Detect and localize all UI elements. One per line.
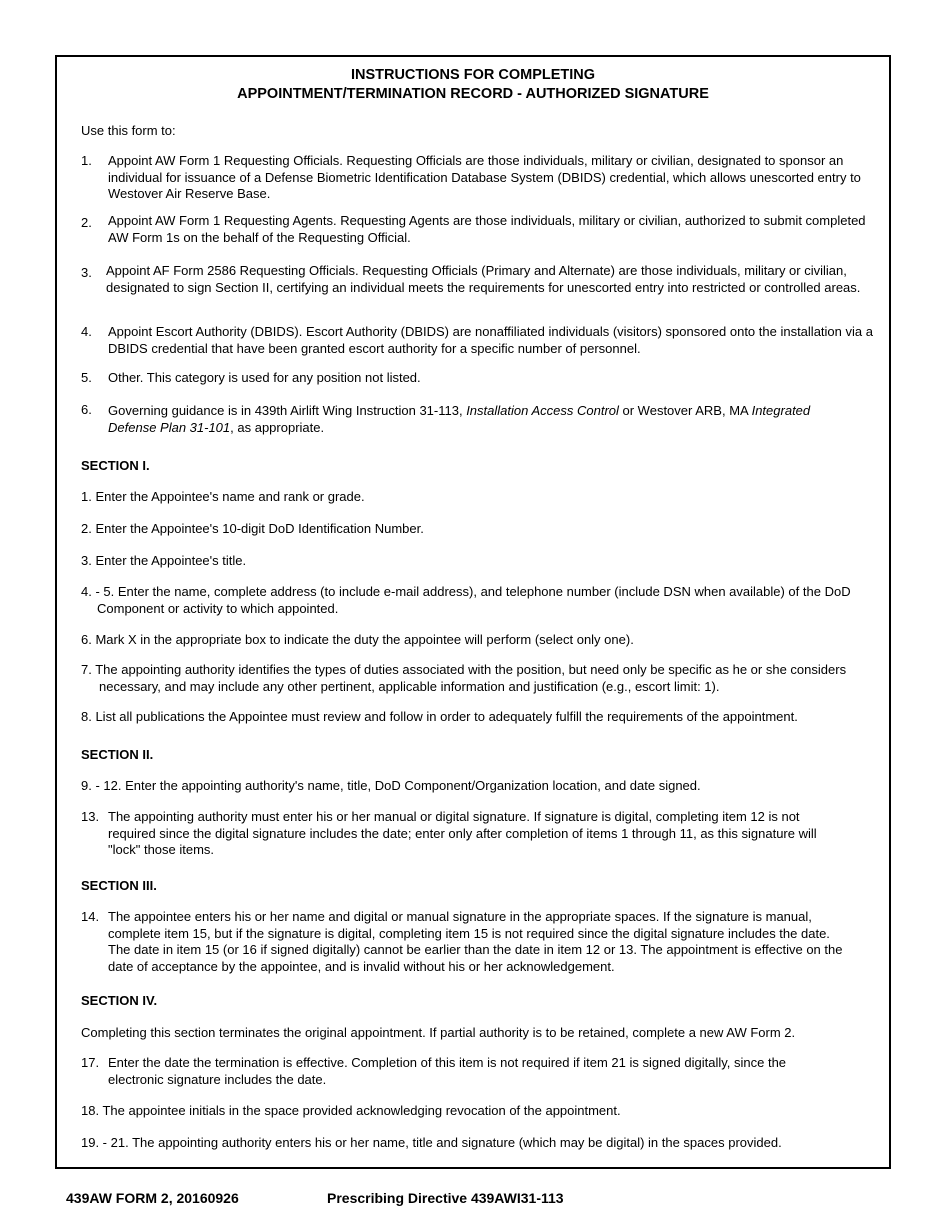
section-2-item-13-text: The appointing authority must enter his or her manual or digital signature. If signature is digital, completing item 12 is not required since the digital signature includes the date; enter only after completion of items 1 through 11, as this signature will "lock" those items. <box>108 809 817 857</box>
section-4-intro: Completing this section terminates the original appointment. If partial authority is to be retained, complete a new AW Form 2. <box>81 1025 796 1040</box>
section-1-item-7: 7. The appointing authority identifies the types of duties associated with the position, but need only be specific as he or she considers necessary, and may include any other pertinent, applicable information and justification (e.g., escort limit: 1). <box>81 662 847 694</box>
title-line-2: APPOINTMENT/TERMINATION RECORD - AUTHORIZED SIGNATURE <box>237 86 709 102</box>
section-3-item-14-text: The appointee enters his or her name and digital or manual signature in the appropriate spaces. If the signature is manual, complete item 15, but if the signature is digital, completing item 15 is not required since the digital signature includes the date. The date in item 15 (or 16 if signed digitally) cannot be earlier than the date in item 12 or 13. The appointment is effective on the date of acceptance by the appointee, and is invalid without his or her acknowledgement. <box>108 909 843 974</box>
use-1-number: 1. <box>81 153 92 168</box>
section-3-item-14-number: 14. <box>81 909 100 924</box>
form-identifier: 439AW FORM 2, 20160926 <box>66 1190 239 1206</box>
section-1-item-3: 3. Enter the Appointee's title. <box>81 553 247 568</box>
section-1-item-4-5: 4. - 5. Enter the name, complete address (to include e-mail address), and telephone number (include DSN when available) of the DoD Component or activity to which appointed. <box>81 584 851 616</box>
section-1-item-2: 2. Enter the Appointee's 10-digit DoD Identification Number. <box>81 521 424 536</box>
use-4-number: 4. <box>81 324 92 339</box>
prescribing-directive: Prescribing Directive 439AWI31-113 <box>327 1190 564 1206</box>
section-4-item-17-text: Enter the date the termination is effective. Completion of this item is not required if item 21 is signed digitally, since the electronic signature includes the date. <box>108 1055 787 1087</box>
section-2-item-13-number: 13. <box>81 809 100 824</box>
use-6-text: Governing guidance is in 439th Airlift Wing Instruction 31-113, Installation Access Control or Westover ARB, MA Integrated Defense Plan 31-101, as appropriate. <box>108 403 811 435</box>
section-1-item-8: 8. List all publications the Appointee must review and follow in order to adequately fulfill the requirements of the appointment. <box>81 709 798 724</box>
use-1-text: Appoint AW Form 1 Requesting Officials. Requesting Officials are those individuals, military or civilian, designated to sponsor an individual for issuance of a Defense Biometric Identification Database System (DBIDS) credential, which allows unescorted entry to Westover Air Reserve Base. <box>108 153 861 201</box>
section-4-item-18: 18. The appointee initials in the space provided acknowledging revocation of the appointment. <box>81 1103 621 1118</box>
section-1-item-6: 6. Mark X in the appropriate box to indicate the duty the appointee will perform (select only one). <box>81 632 634 647</box>
use-4-text: Appoint Escort Authority (DBIDS). Escort Authority (DBIDS) are nonaffiliated individuals (visitors) sponsored onto the installation via a DBIDS credential that have been granted escort authority for a specific number of personnel. <box>108 324 873 356</box>
use-2-text: Appoint AW Form 1 Requesting Agents. Requesting Agents are those individuals, military or civilian, authorized to submit completed AW Form 1s on the behalf of the Requesting Official. <box>108 213 866 245</box>
section-1-heading: SECTION I. <box>81 458 150 473</box>
section-1-item-1: 1. Enter the Appointee's name and rank or grade. <box>81 489 365 504</box>
section-3-heading: SECTION III. <box>81 878 157 893</box>
intro-text: Use this form to: <box>81 123 176 138</box>
use-3-number: 3. <box>81 265 92 280</box>
use-5-number: 5. <box>81 370 92 385</box>
section-4-item-19-21: 19. - 21. The appointing authority enters his or her name, title and signature (which may be digital) in the spaces provided. <box>81 1135 782 1150</box>
section-4-heading: SECTION IV. <box>81 993 158 1008</box>
section-2-item-9-12: 9. - 12. Enter the appointing authority's name, title, DoD Component/Organization location, and date signed. <box>81 778 701 793</box>
use-6-number: 6. <box>81 402 92 417</box>
section-4-item-17-number: 17. <box>81 1055 100 1070</box>
use-3-text: Appoint AF Form 2586 Requesting Officials. Requesting Officials (Primary and Alternate) are those individuals, military or civilian, designated to sign Section II, certifying an individual meets the requirements for unescorted entry into restricted or controlled areas. <box>106 263 861 295</box>
use-2-number: 2. <box>81 215 92 230</box>
use-5-text: Other. This category is used for any position not listed. <box>108 370 421 385</box>
title-line-1: INSTRUCTIONS FOR COMPLETING <box>350 67 596 83</box>
section-2-heading: SECTION II. <box>81 747 154 762</box>
instructions-frame <box>55 55 891 1169</box>
